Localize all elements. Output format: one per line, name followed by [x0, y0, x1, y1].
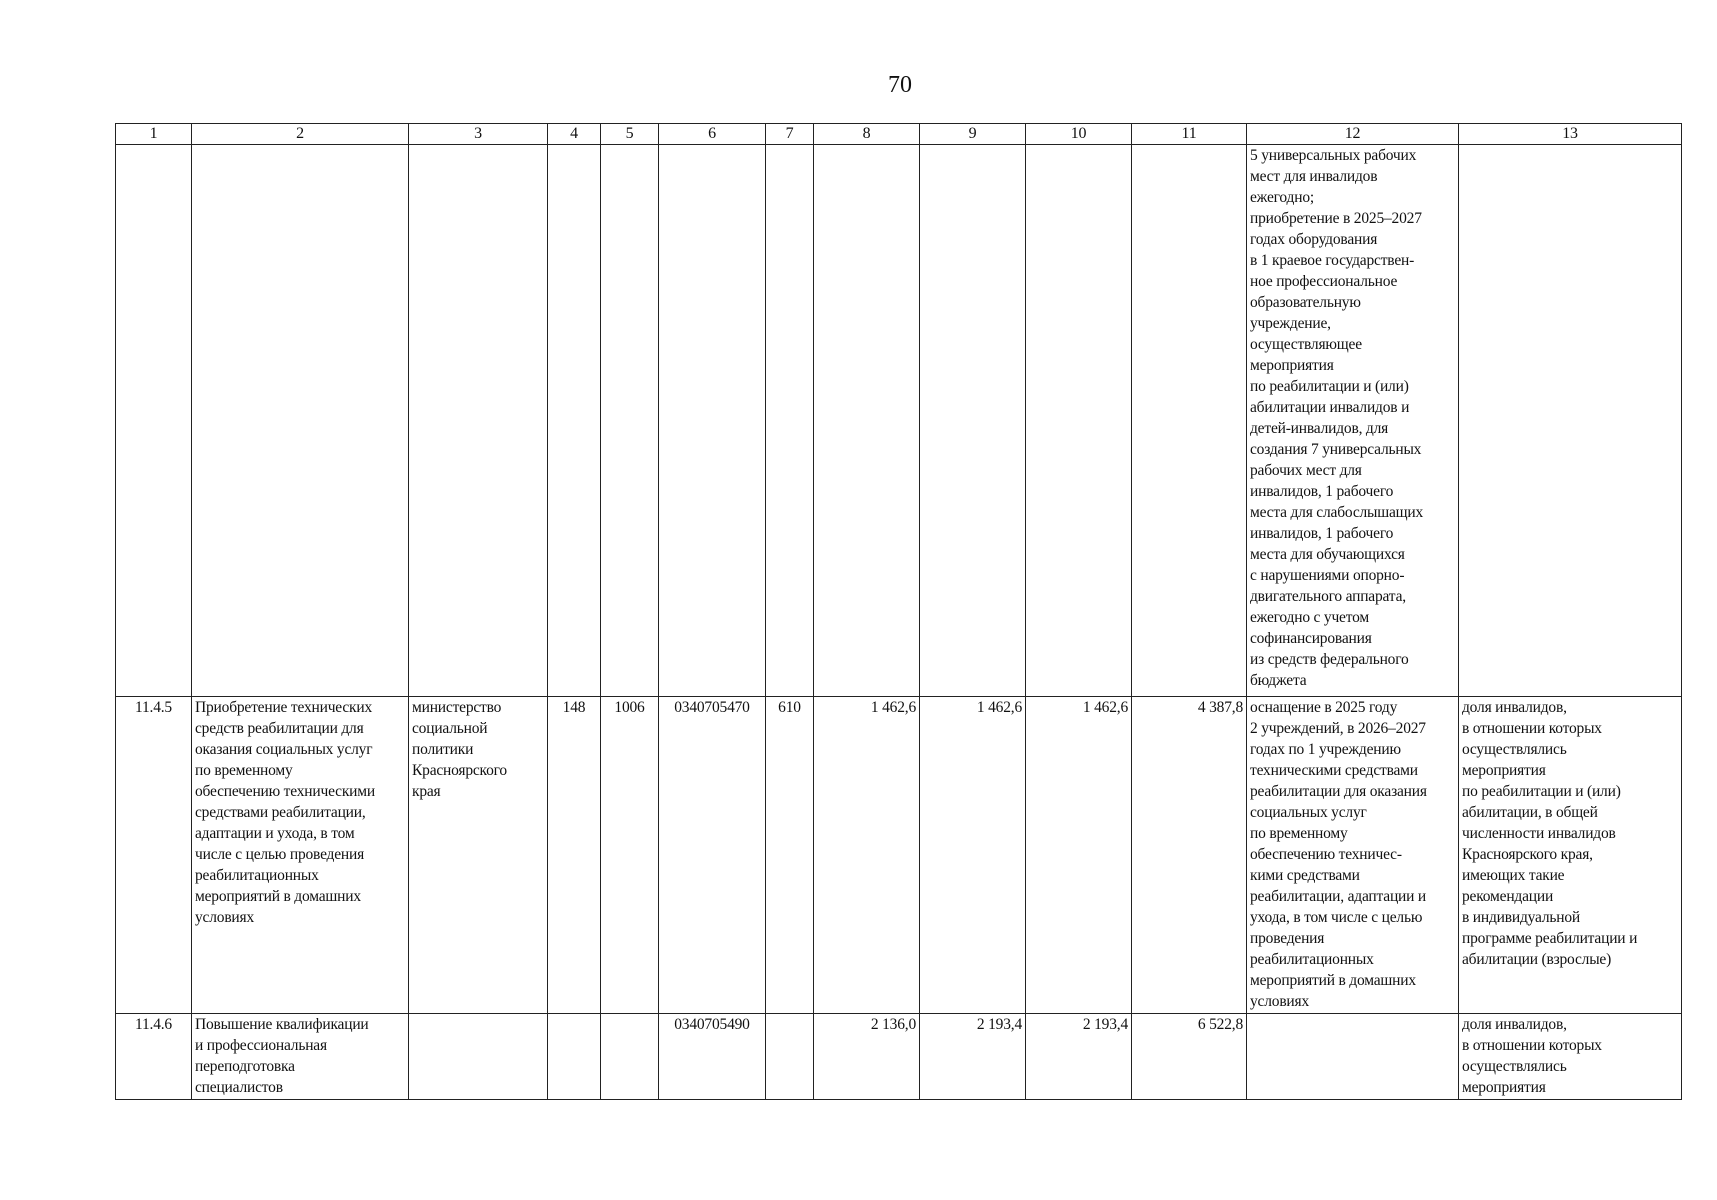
result-cell: оснащение в 2025 году 2 учреждений, в 2026–2027 годах по 1 учреждению техническими средствами реабилитации для оказания социальных услуг по временному обеспечению техничес- кими средствами реабилитации, адаптации и ухода, в том числе с целью проведения реабилитационных мероприятий в домашних условиях — [1247, 697, 1459, 1014]
executor-cell — [409, 1014, 548, 1100]
row-number-cell: 11.4.6 — [116, 1014, 192, 1100]
measure-name-cell: Приобретение технических средств реабилитации для оказания социальных услуг по временному обеспечению техническими средствами реабилитации, адаптации и ухода, в том числе с целью проведения реабилитационных мероприятий в домашних условиях — [192, 697, 409, 1014]
code-cell: 1006 — [601, 697, 659, 1014]
code-cell — [766, 1014, 814, 1100]
column-header: 8 — [814, 124, 920, 145]
column-header: 9 — [920, 124, 1026, 145]
result-cell — [1247, 1014, 1459, 1100]
column-header: 10 — [1026, 124, 1132, 145]
result-cell: 5 универсальных рабочих мест для инвалидов ежегодно; приобретение в 2025–2027 годах оборудования в 1 краевое государствен- ное профессиональное образовательную учреждение, осуществляющее мероприятия по реабилитации и (или) абилитации инвалидов и детей-инвалидов, для создания 7 универсальных рабочих мест для инвалидов, 1 рабочего места для слабослышащих инвалидов, 1 рабочего места для обучающихся с нарушениями опорно- двигательного аппарата, ежегодно с учетом софинансирования из средств федерального бюджета — [1247, 145, 1459, 697]
column-header: 6 — [659, 124, 766, 145]
row-number-cell — [116, 145, 192, 697]
code-cell — [766, 145, 814, 697]
measure-name-cell: Повышение квалификации и профессиональная переподготовка специалистов — [192, 1014, 409, 1100]
code-cell — [548, 145, 601, 697]
indicator-cell: доля инвалидов, в отношении которых осуществлялись мероприятия по реабилитации и (или) абилитации, в общей численности инвалидов Красноярского края, имеющих такие рекомендации в индивидуальной программе реабилитации и абилитации (взрослые) — [1459, 697, 1682, 1014]
column-header: 12 — [1247, 124, 1459, 145]
amount-cell — [920, 145, 1026, 697]
table-row — [116, 145, 1682, 697]
code-cell — [548, 1014, 601, 1100]
table-row — [116, 1014, 1682, 1100]
code-cell: 610 — [766, 697, 814, 1014]
budget-table — [115, 123, 1682, 1100]
total-cell — [1132, 145, 1247, 697]
code-cell: 148 — [548, 697, 601, 1014]
executor-cell: министерство социальной политики Красноярского края — [409, 697, 548, 1014]
page-number: 70 — [888, 72, 912, 98]
column-header: 13 — [1459, 124, 1682, 145]
amount-cell — [814, 145, 920, 697]
indicator-cell: доля инвалидов, в отношении которых осуществлялись мероприятия — [1459, 1014, 1682, 1100]
amount-cell: 2 193,4 — [1026, 1014, 1132, 1100]
code-cell — [659, 145, 766, 697]
header-row — [116, 124, 1682, 145]
amount-cell: 1 462,6 — [1026, 697, 1132, 1014]
total-cell: 6 522,8 — [1132, 1014, 1247, 1100]
executor-cell — [409, 145, 548, 697]
total-cell: 4 387,8 — [1132, 697, 1247, 1014]
row-number-cell: 11.4.5 — [116, 697, 192, 1014]
table-row — [116, 697, 1682, 1014]
code-cell — [601, 1014, 659, 1100]
code-cell: 0340705490 — [659, 1014, 766, 1100]
column-header: 7 — [766, 124, 814, 145]
code-cell: 0340705470 — [659, 697, 766, 1014]
measure-name-cell — [192, 145, 409, 697]
amount-cell: 2 136,0 — [814, 1014, 920, 1100]
amount-cell: 1 462,6 — [814, 697, 920, 1014]
indicator-cell — [1459, 145, 1682, 697]
code-cell — [601, 145, 659, 697]
column-header: 1 — [116, 124, 192, 145]
amount-cell: 1 462,6 — [920, 697, 1026, 1014]
column-header: 2 — [192, 124, 409, 145]
amount-cell — [1026, 145, 1132, 697]
amount-cell: 2 193,4 — [920, 1014, 1026, 1100]
column-header: 4 — [548, 124, 601, 145]
column-header: 3 — [409, 124, 548, 145]
column-header: 5 — [601, 124, 659, 145]
column-header: 11 — [1132, 124, 1247, 145]
